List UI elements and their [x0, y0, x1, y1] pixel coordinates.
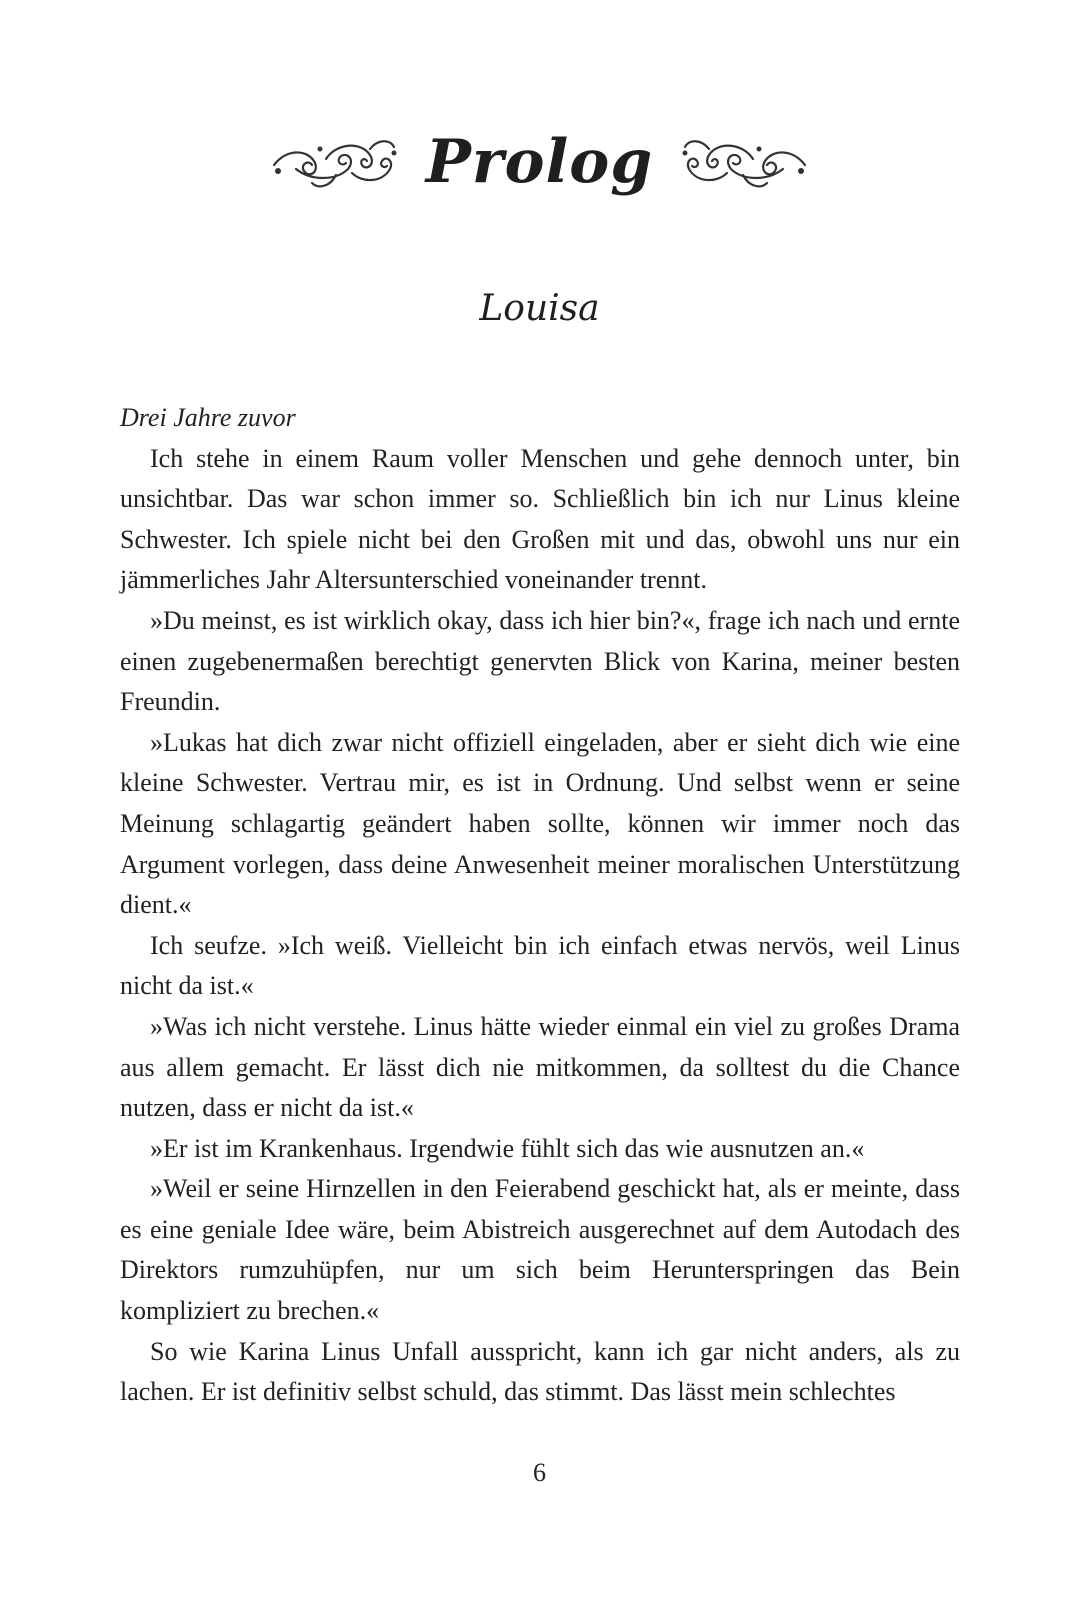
paragraph: »Was ich nicht verstehe. Linus hätte wieder einmal ein viel zu großes Drama aus allem gemacht. Er lässt dich nie mitkommen, da solltest du die Chance nutzen, dass er nicht da ist.«: [120, 1011, 960, 1123]
paragraph: »Weil er seine Hirnzellen in den Feierabend geschickt hat, als er meinte, dass es eine geniale Idee wäre, beim Abistreich ausgerechnet auf dem Autodach des Direktors rumzuhüpfen, nur um sich beim Herunterspringen das Bein kompliziert zu brechen.«: [120, 1174, 960, 1326]
right-flourish-icon: [679, 129, 813, 195]
chapter-title: Prolog: [425, 127, 654, 197]
paragraph: So wie Karina Linus Unfall ausspricht, kann ich gar nicht anders, als zu lachen. Er ist definitiv selbst schuld, das stimmt. Das lässt mein schlechtes: [120, 1336, 960, 1407]
chapter-heading: [0, 112, 1079, 212]
pov-character-name: Louisa: [479, 288, 600, 329]
paragraph: »Lukas hat dich zwar nicht offiziell eingeladen, aber er sieht dich wie eine kleine Schwester. Vertrau mir, es ist in Ordnung. Und selbst wenn er seine Meinung schlagartig geändert haben sollte, können wir immer noch das Argument vorlegen, dass deine Anwesenheit meiner moralischen Unterstützung dient.«: [120, 727, 960, 920]
paragraph: »Du meinst, es ist wirklich okay, dass ich hier bin?«, frage ich nach und ernte einen zugebenermaßen berechtigt genervten Blick von Karina, meiner besten Freundin.: [120, 605, 960, 717]
page-number: 6: [533, 1458, 546, 1487]
body-text: [120, 398, 960, 1413]
left-flourish-icon: [266, 129, 400, 195]
paragraph: Ich seufze. »Ich weiß. Vielleicht bin ich einfach etwas nervös, weil Linus nicht da ist.«: [120, 930, 960, 1001]
paragraph: Ich stehe in einem Raum voller Menschen und gehe dennoch unter, bin unsichtbar. Das war schon immer so. Schließlich bin ich nur Linus kleine Schwester. Ich spiele nicht bei den Großen mit und das, obwohl uns nur ein jämmerliches Jahr Altersunterschied voneinander trennt.: [120, 443, 960, 595]
paragraph: »Er ist im Krankenhaus. Irgendwie fühlt sich das wie ausnutzen an.«: [150, 1133, 865, 1163]
dateline: Drei Jahre zuvor: [120, 403, 296, 432]
